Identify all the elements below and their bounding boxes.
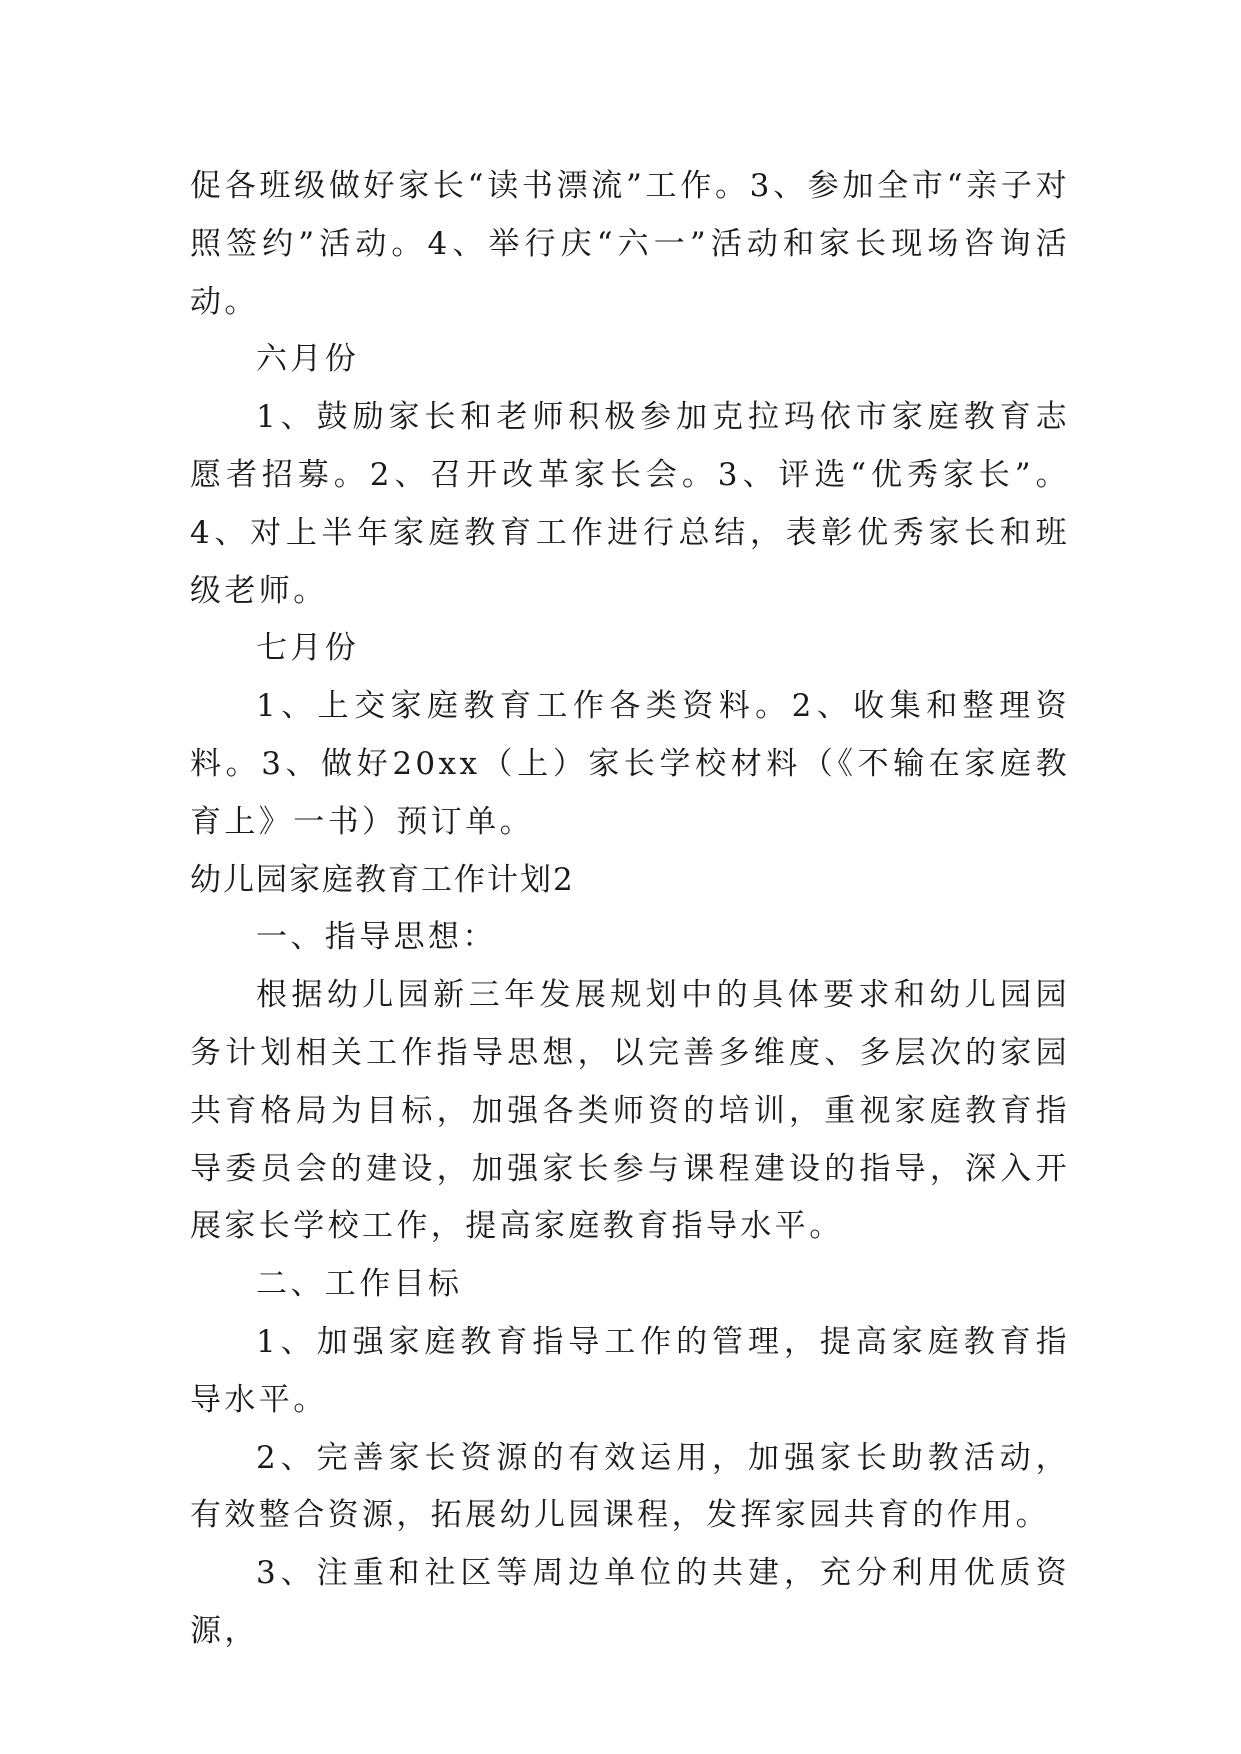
paragraph-may-activities: 促各班级做好家长“读书漂流”工作。3、参加全市“亲子对照签约”活动。4、举行庆“六一”活动和家长现场咨询活动。 [190,168,1070,320]
paragraph-june-activities: 1、鼓励家长和老师积极参加克拉玛依市家庭教育志愿者招募。2、召开改革家长会。3、评选“优秀家长”。4、对上半年家庭教育工作进行总结，表彰优秀家长和班级老师。 [190,399,1070,609]
paragraph-goal-1: 1、加强家庭教育指导工作的管理，提高家庭教育指导水平。 [190,1323,1070,1418]
section-title-plan-2: 幼儿园家庭教育工作计划2 [190,861,575,898]
paragraph-goal-2: 2、完善家长资源的有效运用，加强家长助教活动，有效整合资源，拓展幼儿园课程，发挥家园共育的作用。 [190,1439,1070,1534]
heading-guiding-thought: 一、指导思想： [256,919,497,956]
paragraph-july-activities: 1、上交家庭教育工作各类资料。2、收集和整理资料。3、做好20xx（上）家长学校材料（《不输在家庭教育上》一书）预订单。 [190,688,1070,840]
heading-work-goals: 二、工作目标 [256,1266,463,1303]
document-body [190,158,1070,1661]
heading-july: 七月份 [256,630,360,667]
paragraph-goal-3: 3、注重和社区等周边单位的共建，充分利用优质资源， [190,1555,1070,1649]
paragraph-guiding-thought: 根据幼儿园新三年发展规划中的具体要求和幼儿园园务计划相关工作指导思想，以完善多维度、多层次的家园共育格局为目标，加强各类师资的培训，重视家庭教育指导委员会的建设，加强家长参与课程建设的指导，深入开展家长学校工作，提高家庭教育指导水平。 [190,977,1070,1245]
heading-june: 六月份 [256,341,360,378]
